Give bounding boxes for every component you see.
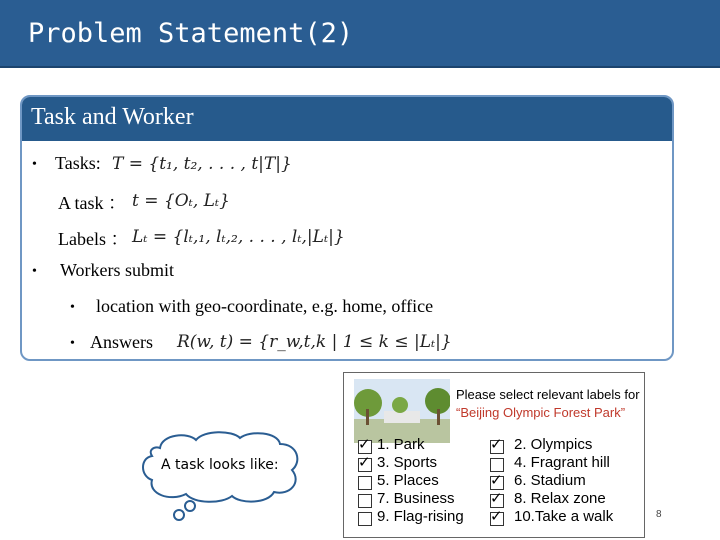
tasks-formula: T = {t₁, t₂, . . . , t|T|} [112,154,292,174]
task-formula: t = {Oₜ, Lₜ} [132,191,230,211]
tasks-label: Tasks: [55,153,101,173]
labels-formula: Lₜ = {lₜ,₁, lₜ,₂, . . . , lₜ,|Lₜ|} [132,227,345,247]
option-label: 4. Fragrant hill [514,454,610,471]
option-checkbox[interactable] [358,453,372,472]
card-prompt: Please select relevant labels for [456,387,640,402]
task-example-card [343,372,645,538]
option-label: 10.Take a walk [514,508,614,525]
option-checkbox[interactable] [490,507,504,526]
option-label: 5. Places [377,472,439,489]
labels-label: Labels ： [58,229,129,249]
option-checkbox[interactable] [358,435,372,454]
check-icon: ✓ [490,489,503,507]
option-checkbox[interactable] [490,471,504,490]
workers-label: Workers submit [60,260,175,280]
task-label: A task ： [58,193,127,213]
option-checkbox[interactable] [358,494,372,508]
option-checkbox[interactable] [490,489,504,508]
option-label: 7. Business [377,490,455,507]
check-icon: ✓ [358,435,371,453]
card-place: “Beijing Olympic Forest Park” [456,405,626,420]
option-checkbox[interactable] [490,435,504,454]
answers-label: Answers [90,332,153,352]
option-label: 9. Flag-rising [377,508,464,525]
location-label: location with geo-coordinate, e.g. home, office [96,296,434,316]
thought-bubble-tail [170,500,200,524]
bullet-dot: • [32,264,37,279]
title-bar [0,0,720,68]
bubble-text: A task looks like: [161,457,279,473]
check-icon: ✓ [490,507,503,525]
check-icon: ✓ [490,435,503,453]
bullet-dot: • [70,336,75,351]
box-header-title: Task and Worker [31,104,194,130]
option-label: 2. Olympics [514,436,593,453]
slide-title: Problem Statement(2) [28,18,354,49]
task-worker-box [20,95,674,361]
page-number: 8 [656,509,662,520]
check-icon: ✓ [490,471,503,489]
bullet-dot: • [70,300,75,315]
bullet-dot: • [32,157,37,172]
option-label: 8. Relax zone [514,490,606,507]
check-icon: ✓ [358,453,371,471]
box-header [22,97,672,141]
option-checkbox[interactable] [358,512,372,526]
option-label: 6. Stadium [514,472,586,489]
option-label: 1. Park [377,436,425,453]
option-checkbox[interactable] [358,476,372,490]
answers-formula: R(w, t) = {r_w,t,k | 1 ≤ k ≤ |Lₜ|} [177,332,452,352]
option-label: 3. Sports [377,454,438,471]
option-checkbox[interactable] [490,458,504,472]
park-photo [354,379,450,443]
